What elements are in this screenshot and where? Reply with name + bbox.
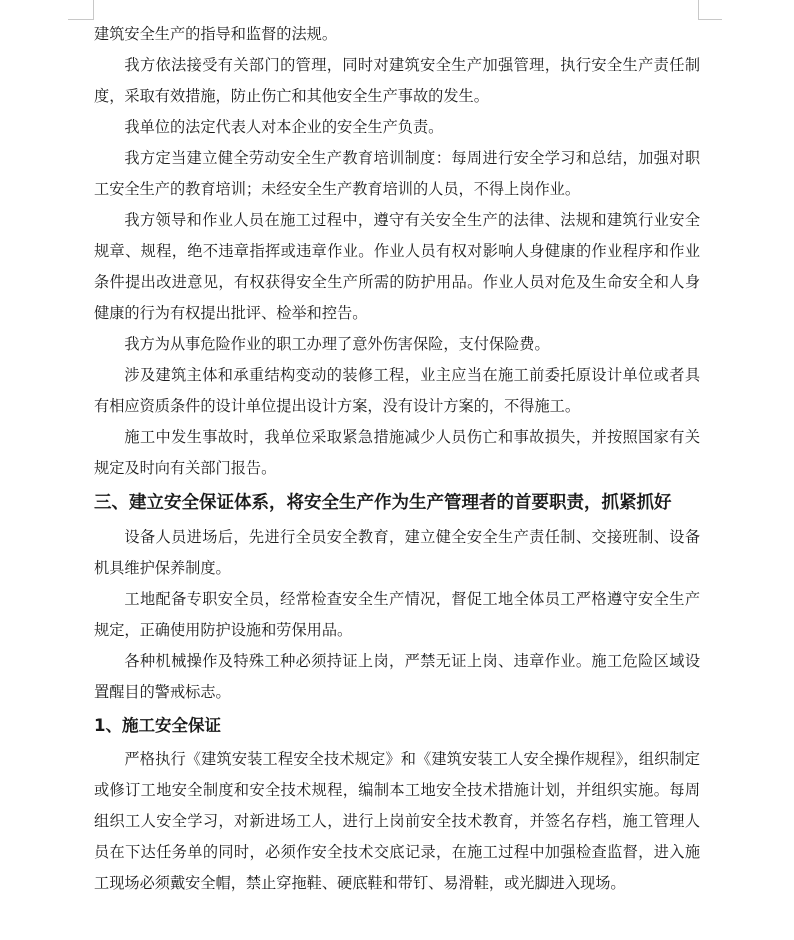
paragraph: 施工中发生事故时，我单位采取紧急措施减少人员伤亡和事故损失，并按照国家有关规定及时向有关部门报告。 [94,428,700,477]
paragraph-continuation: 建筑安全生产的指导和监督的法规。 [94,25,337,43]
paragraph: 我方依法接受有关部门的管理，同时对建筑安全生产加强管理，执行安全生产责任制度，采取有效措施，防止伤亡和其他安全生产事故的发生。 [94,56,700,105]
paragraph: 设备人员进场后，先进行全员安全教育，建立健全安全生产责任制、交接班制、设备机具维护保养制度。 [94,528,700,577]
subsection-heading: 1、施工安全保证 [94,716,221,735]
paragraph: 我方领导和作业人员在施工过程中，遵守有关安全生产的法律、法规和建筑行业安全规章、规程，绝不违章指挥或违章作业。作业人员有权对影响人身健康的作业程序和作业条件提出改进意见，有权获得安全生产所需的防护用品。作业人员对危及生命安全和人身健康的行为有权提出批评、检举和控告。 [94,211,700,322]
paragraph: 我方为从事危险作业的职工办理了意外伤害保险，支付保险费。 [124,335,550,353]
page-corner-mark-left [68,0,94,20]
paragraph: 我单位的法定代表人对本企业的安全生产负责。 [124,118,444,136]
section-heading: 三、建立安全保证体系，将安全生产作为生产管理者的首要职责，抓紧抓好 [94,493,672,513]
paragraph: 工地配备专职安全员，经常检查安全生产情况，督促工地全体员工严格遵守安全生产规定，正确使用防护设施和劳保用品。 [94,590,700,639]
document-body [94,19,700,899]
paragraph: 涉及建筑主体和承重结构变动的装修工程，业主应当在施工前委托原设计单位或者具有相应资质条件的设计单位提出设计方案，没有设计方案的，不得施工。 [94,366,700,415]
paragraph: 我方定当建立健全劳动安全生产教育培训制度：每周进行安全学习和总结，加强对职工安全生产的教育培训；未经安全生产教育培训的人员，不得上岗作业。 [94,149,700,198]
paragraph: 严格执行《建筑安装工程安全技术规定》和《建筑安装工人安全操作规程》，组织制定或修订工地安全制度和安全技术规程，编制本工地安全技术措施计划，并组织实施。每周组织工人安全学习，对新进场工人，进行上岗前安全技术教育，并签名存档，施工管理人员在下达任务单的同时，必须作安全技术交底记录，在施工过程中加强检查监督，进入施工现场必须戴安全帽，禁止穿拖鞋、硬底鞋和带钉、易滑鞋，或光脚进入现场。 [94,750,700,892]
page-corner-mark-right [698,0,722,20]
paragraph: 各种机械操作及特殊工种必须持证上岗，严禁无证上岗、违章作业。施工危险区域设置醒目的警戒标志。 [94,652,700,701]
